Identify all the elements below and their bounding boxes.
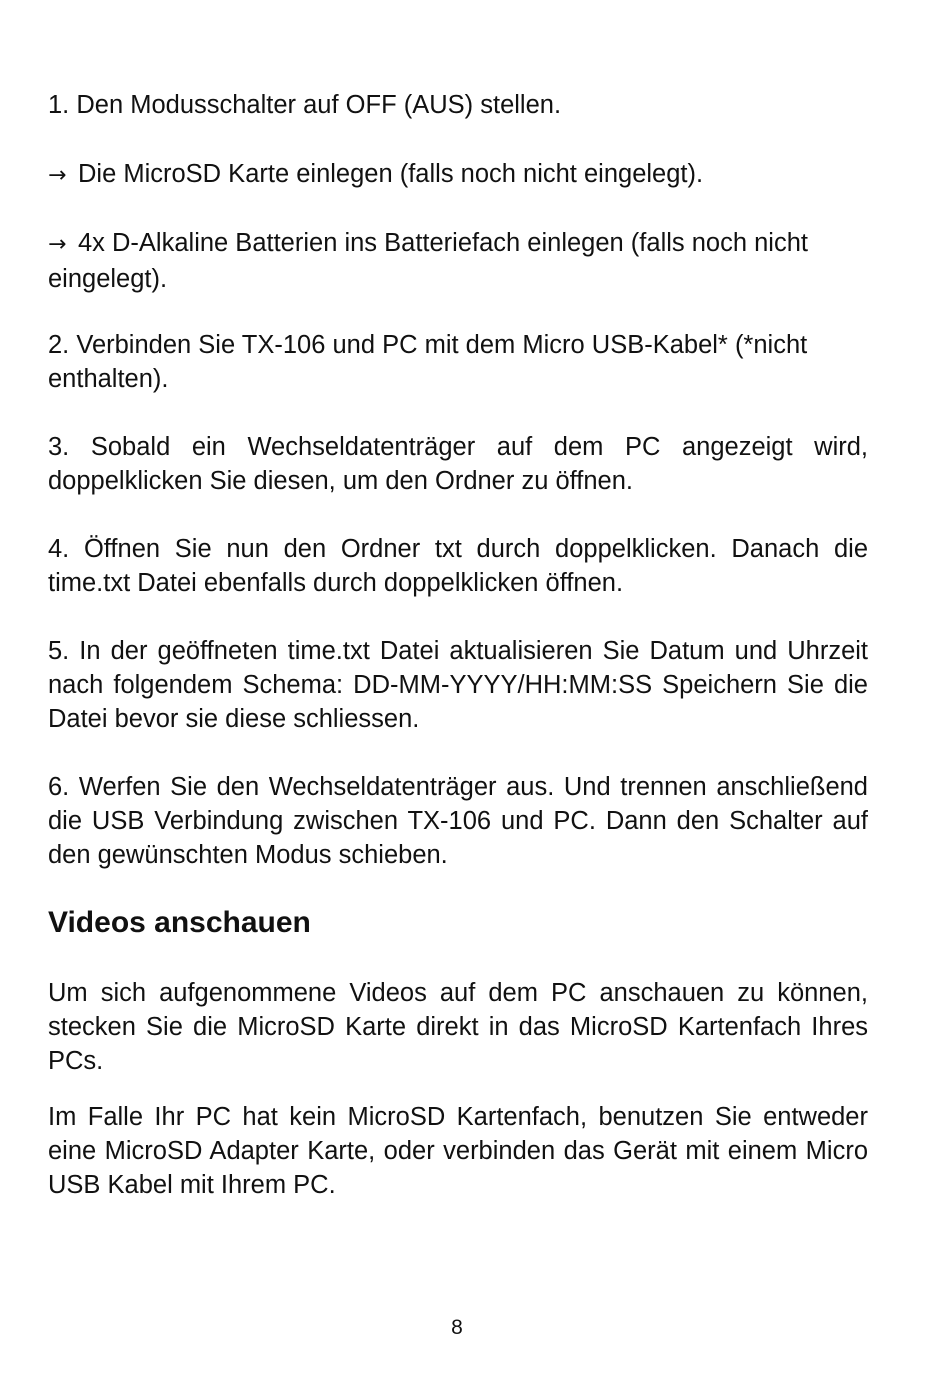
section-heading-videos: Videos anschauen: [48, 906, 311, 939]
page-number: 8: [451, 1316, 463, 1339]
arrow-right-icon: →: [48, 232, 67, 257]
step-5: 5. In der geöffneten time.txt Datei aktualisieren Sie Datum und Uhrzeit nach folgendem Schema: DD-MM-YYYY/HH:MM:SS Speichern Sie die Datei bevor sie diese schliessen.: [48, 637, 868, 733]
step-4: 4. Öffnen Sie nun den Ordner txt durch doppelklicken. Danach die time.txt Datei ebenfalls durch doppelklicken öffnen.: [48, 535, 868, 597]
videos-paragraph-2: Im Falle Ihr PC hat kein MicroSD Kartenfach, benutzen Sie entweder eine MicroSD Adapter Karte, oder verbinden das Gerät mit einem Micro USB Kabel mit Ihrem PC.: [48, 1103, 868, 1199]
step-2: 2. Verbinden Sie TX-106 und PC mit dem Micro USB-Kabel* (*nicht enthalten).: [48, 331, 808, 393]
arrow-right-icon: →: [48, 163, 67, 188]
step-1-sub-microsd-text: Die MicroSD Karte einlegen (falls noch nicht eingelegt).: [78, 160, 704, 188]
step-1-sub-batteries: [48, 226, 868, 296]
step-6: 6. Werfen Sie den Wechseldatenträger aus. Und trennen anschließend die USB Verbindung zwischen TX-106 und PC. Dann den Schalter auf den gewünschten Modus schieben.: [48, 773, 868, 869]
step-1-sub-batteries-text: 4x D-Alkaline Batterien ins Batteriefach einlegen (falls noch nicht eingelegt).: [48, 229, 808, 293]
step-1-sub-microsd: [48, 157, 868, 193]
step-3: 3. Sobald ein Wechseldatenträger auf dem PC angezeigt wird, doppelklicken Sie diesen, um den Ordner zu öffnen.: [48, 433, 868, 495]
videos-paragraph-1: Um sich aufgenommene Videos auf dem PC anschauen zu können, stecken Sie die MicroSD Karte direkt in das MicroSD Kartenfach Ihres PCs.: [48, 979, 868, 1075]
step-1: 1. Den Modusschalter auf OFF (AUS) stellen.: [48, 91, 562, 119]
